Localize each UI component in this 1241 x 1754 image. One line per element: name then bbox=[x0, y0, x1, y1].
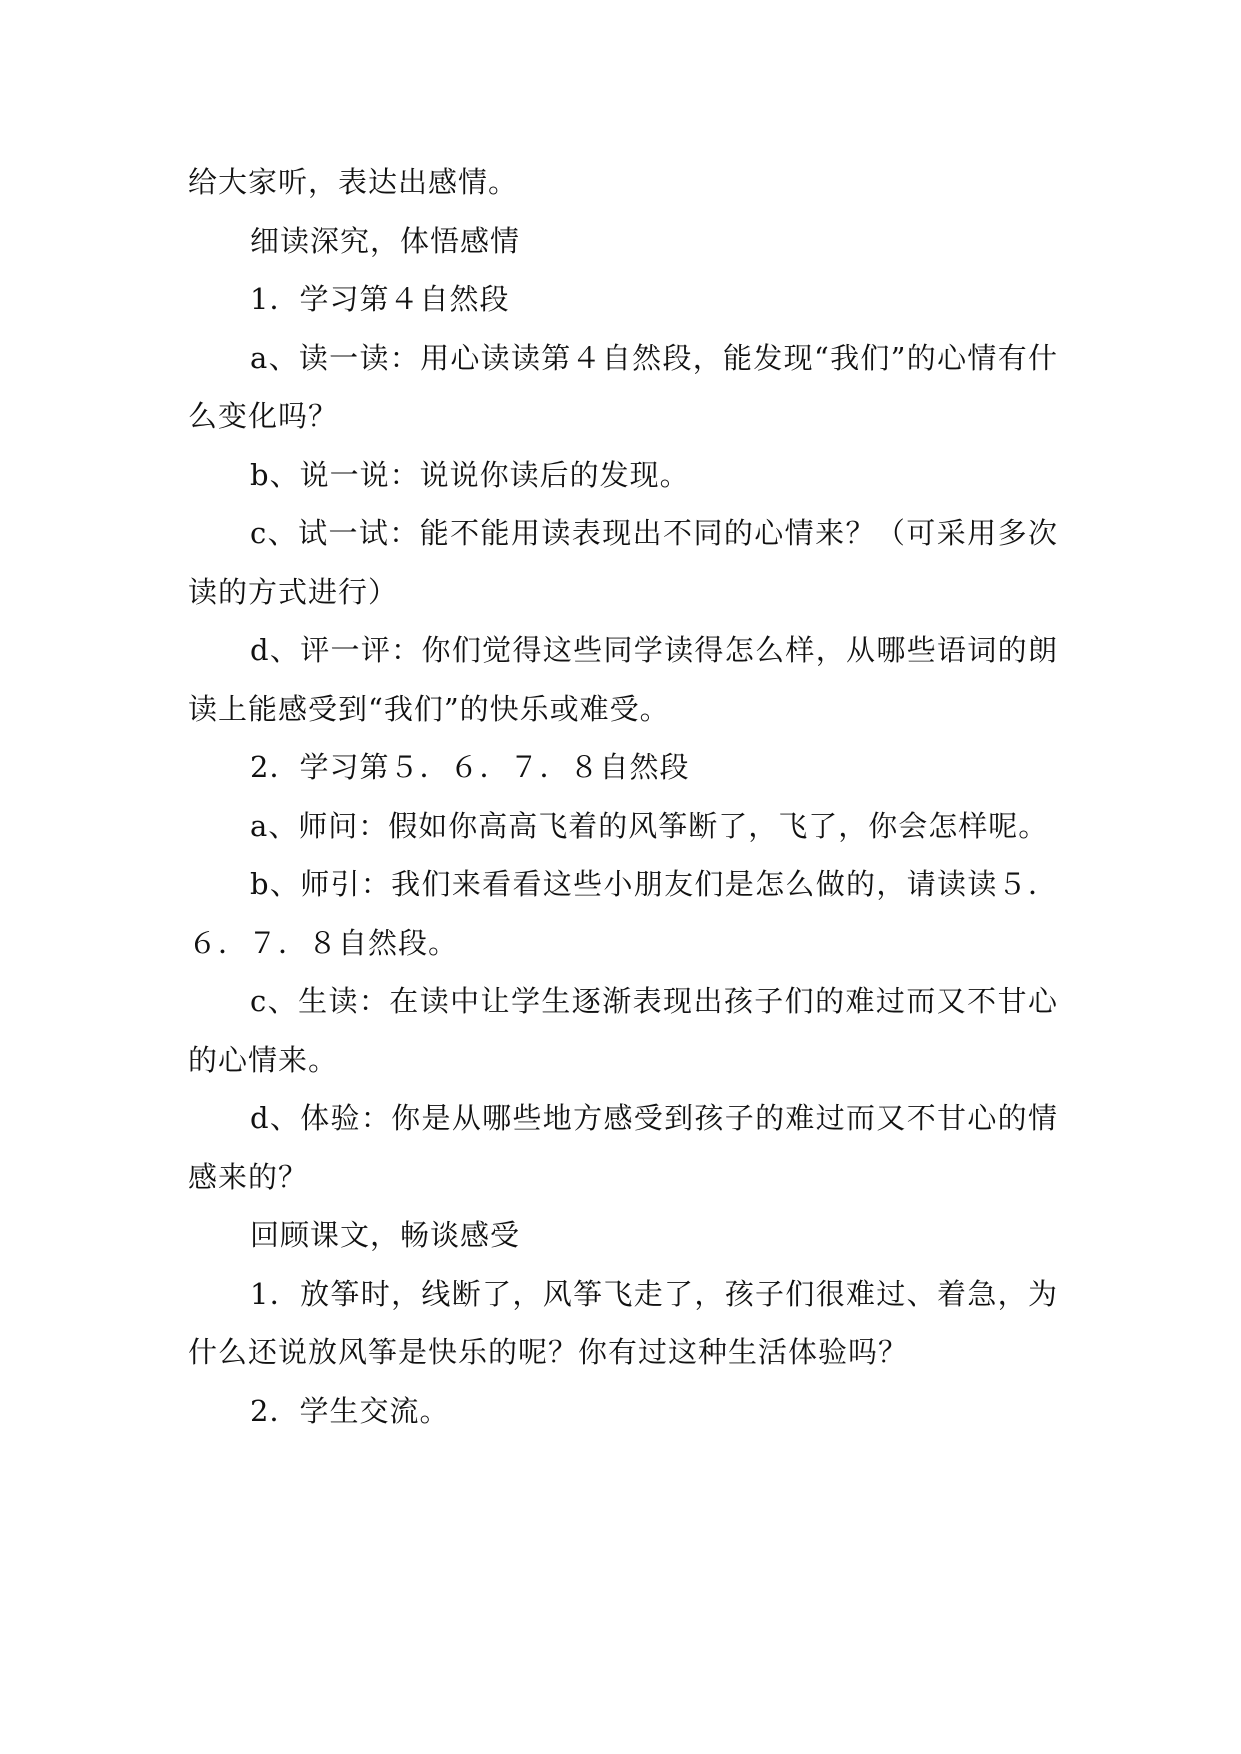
paragraph-kite-question: 1．放筝时，线断了，风筝飞走了，孩子们很难过、着急，为什么还说放风筝是快乐的呢？你有过这种生活体验吗？ bbox=[188, 1276, 1058, 1369]
paragraph-teacher-guide: b、师引：我们来看看这些小朋友们是怎么做的，请读读５．６．７．８自然段。 bbox=[188, 867, 1058, 960]
paragraph-teacher-question: a、师问：假如你高高飞着的风筝断了，飞了，你会怎样呢。 bbox=[250, 808, 1049, 843]
paragraph-student-reading: c、生读：在读中让学生逐渐表现出孩子们的难过而又不甘心的心情来。 bbox=[188, 984, 1058, 1077]
section-heading-close-reading: 细读深究，体悟感情 bbox=[250, 223, 521, 258]
paragraph-experience: d、体验：你是从哪些地方感受到孩子的难过而又不甘心的情感来的？ bbox=[188, 1101, 1058, 1194]
paragraph-read-aloud: a、读一读：用心读读第４自然段，能发现“我们”的心情有什么变化吗？ bbox=[188, 340, 1058, 433]
section-heading-review: 回顾课文，畅谈感受 bbox=[250, 1218, 521, 1252]
step-heading-paragraphs-5-8: 2．学习第５．６．７．８自然段 bbox=[250, 750, 690, 784]
paragraph-evaluate: d、评一评：你们觉得这些同学读得怎么样，从哪些语词的朗读上能感受到“我们”的快乐或难受。 bbox=[188, 633, 1058, 726]
paragraph-1: 给大家听，表达出感情。 bbox=[188, 165, 519, 199]
paragraph-try: c、试一试：能不能用读表现出不同的心情来？（可采用多次读的方式进行） bbox=[188, 516, 1058, 609]
paragraph-discuss: b、说一说：说说你读后的发现。 bbox=[250, 457, 690, 492]
document-body bbox=[188, 153, 1058, 1440]
paragraph-student-exchange: 2．学生交流。 bbox=[250, 1393, 450, 1428]
step-heading-paragraph-4: 1．学习第４自然段 bbox=[250, 282, 510, 316]
